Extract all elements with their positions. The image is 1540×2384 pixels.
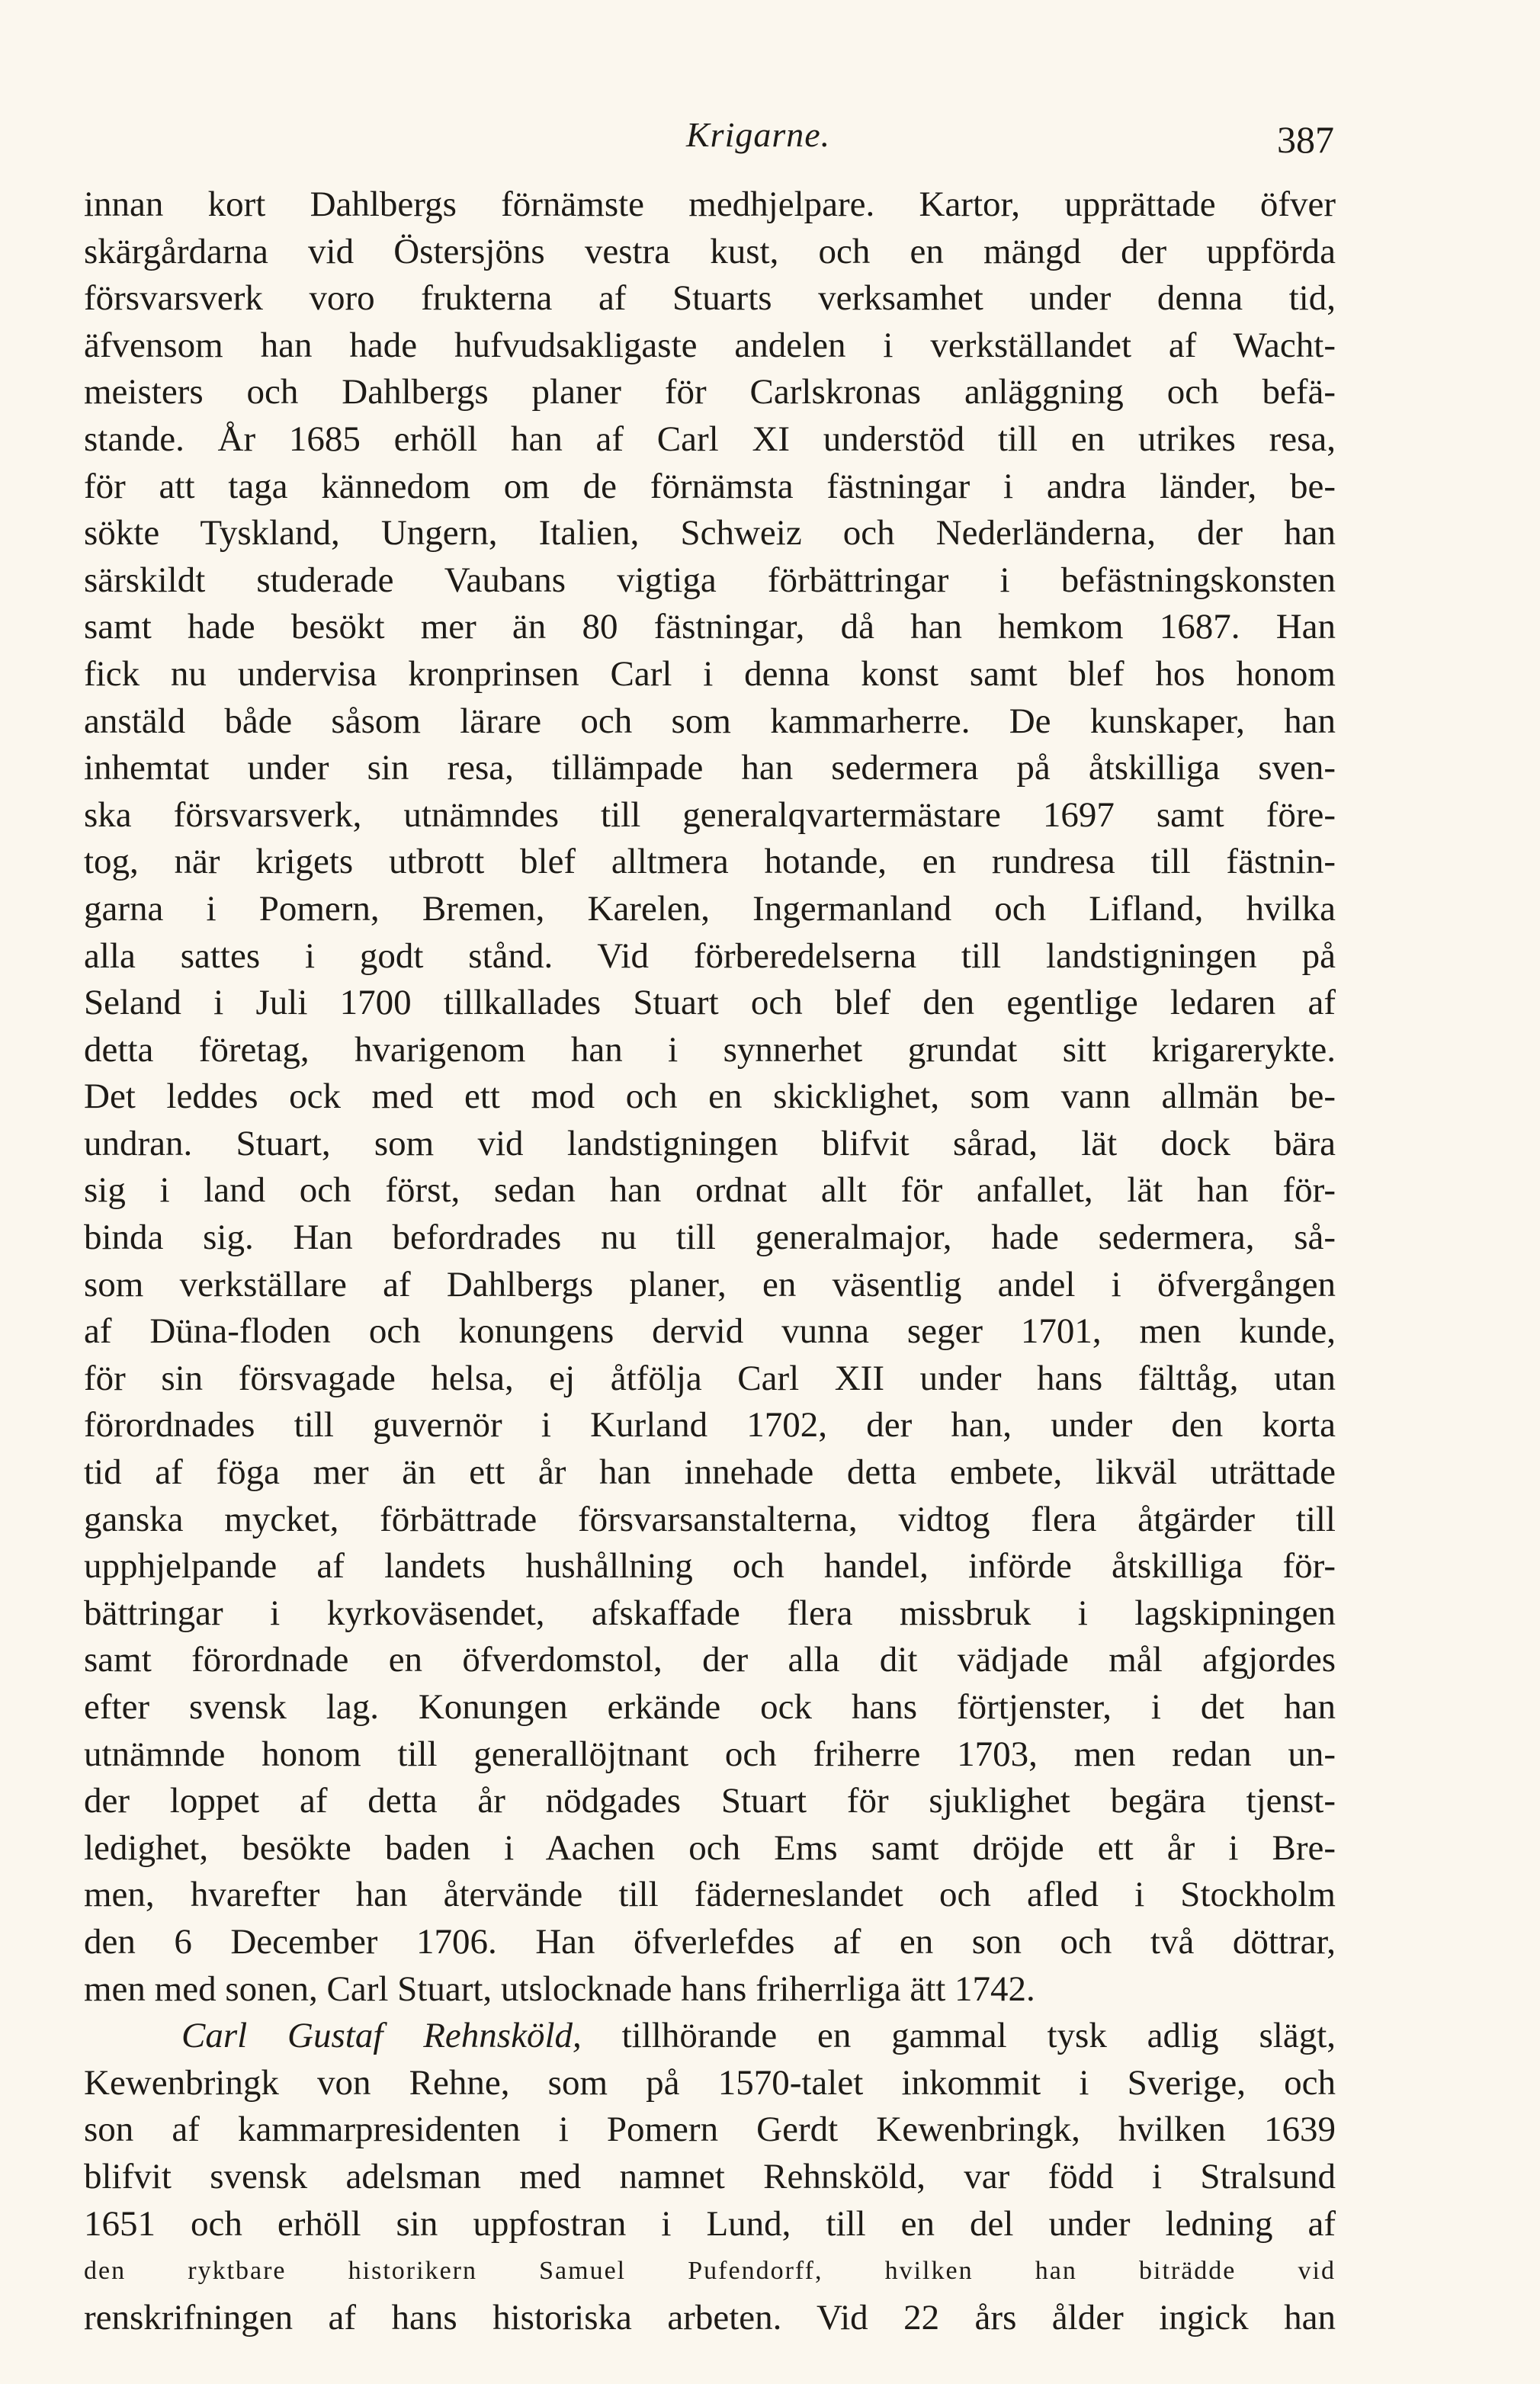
text-line: för sin försvagade helsa, ej åtfölja Carl XII under hans fälttåg, utan — [84, 1358, 1336, 1398]
text-line: son af kammarpresidenten i Pomern Gerdt Kewenbringk, hvilken 1639 — [84, 2110, 1336, 2150]
text-line: sökte Tyskland, Ungern, Italien, Schweiz och Nederländerna, der han — [84, 513, 1336, 553]
text-line: der loppet af detta år nödgades Stuart för sjuklighet begära tjenst- — [84, 1781, 1336, 1821]
text-line: tog, när krigets utbrott blef alltmera hotande, en rundresa till fästnin- — [84, 842, 1336, 882]
text-line: skärgårdarna vid Östersjöns vestra kust, och en mängd der uppförda — [84, 231, 1336, 271]
text-line: binda sig. Han befordrades nu till generalmajor, hade sedermera, så- — [84, 1218, 1336, 1258]
text-line: alla sattes i godt stånd. Vid förberedelserna till landstigningen på — [84, 935, 1336, 976]
person-name: Carl Gustaf Rehnsköld, — [181, 2016, 582, 2056]
text-line: utnämnde honom till generallöjtnant och friherre 1703, men redan un- — [84, 1734, 1336, 1774]
text-line: 1651 och erhöll sin uppfostran i Lund, till en del under ledning af — [84, 2203, 1336, 2244]
text-line: förordnades till guvernör i Kurland 1702, der han, under den korta — [84, 1405, 1336, 1445]
text-fragment: tillhörande en gammal tysk adlig slägt, — [581, 2016, 1336, 2056]
text-line: ledighet, besökte baden i Aachen och Ems samt dröjde ett år i Bre- — [84, 1827, 1336, 1868]
text-line: inhemtat under sin resa, tillämpade han sedermera på åtskilliga sven- — [84, 748, 1336, 788]
text-line: blifvit svensk adelsman med namnet Rehnsköld, var född i Stralsund — [84, 2156, 1336, 2196]
text-line: af Düna-floden och konungens dervid vunna seger 1701, men kunde, — [84, 1311, 1336, 1352]
text-line: garna i Pomern, Bremen, Karelen, Ingermanland och Lifland, hvilka — [84, 888, 1336, 929]
text-line: försvarsverk voro frukterna af Stuarts verksamhet under denna tid, — [84, 278, 1336, 319]
text-line: särskildt studerade Vaubans vigtiga förbättringar i befästningskonsten — [84, 560, 1336, 600]
text-line: men, hvarefter han återvände till fäderneslandet och afled i Stockholm — [84, 1875, 1336, 1915]
text-line: men med sonen, Carl Stuart, utslocknade hans friherrliga ätt 1742. — [84, 1968, 1035, 2009]
text-line: detta företag, hvarigenom han i synnerhet grundat sitt krigarerykte. — [84, 1029, 1336, 1070]
text-line: efter svensk lag. Konungen erkände ock hans förtjenster, i det han — [84, 1687, 1336, 1727]
text-line: den ryktbare historikern Samuel Pufendorff, hvilken han biträdde vid — [84, 2257, 1336, 2286]
text-line: renskrifningen af hans historiska arbeten. Vid 22 års ålder ingick han — [84, 2297, 1336, 2337]
text-line: ganska mycket, förbättrade försvarsanstalterna, vidtog flera åtgärder till — [84, 1499, 1336, 1539]
text-line: fick nu undervisa kronprinsen Carl i denna konst samt blef hos honom — [84, 653, 1336, 694]
text-line: innan kort Dahlbergs förnämste medhjelpare. Kartor, upprättade öfver — [84, 184, 1336, 224]
running-head: Krigarne. — [686, 115, 831, 154]
text-line: bättringar i kyrkoväsendet, afskaffade flera missbruk i lagskipningen — [84, 1593, 1336, 1633]
text-line: sig i land och först, sedan han ordnat allt för anfallet, lät han för- — [84, 1170, 1336, 1211]
body-text — [84, 181, 1336, 2341]
page-number: 387 — [1277, 118, 1334, 161]
text-line: ska försvarsverk, utnämndes till generalqvartermästare 1697 samt före- — [84, 794, 1336, 835]
paragraph-rehnskold — [84, 2013, 1336, 2341]
text-line: Kewenbringk von Rehne, som på 1570-talet inkommit i Sverige, och — [84, 2062, 1336, 2103]
text-line: äfvensom han hade hufvudsakligaste andelen i verkställandet af Wacht- — [84, 325, 1336, 365]
text-line: för att taga kännedom om de förnämsta fästningar i andra länder, be- — [84, 466, 1336, 506]
text-line: som verkställare af Dahlbergs planer, en väsentlig andel i öfvergången — [84, 1264, 1336, 1304]
text-line: meisters och Dahlbergs planer för Carlskronas anläggning och befä- — [84, 372, 1336, 412]
text-line: Det leddes ock med ett mod och en skicklighet, som vann allmän be- — [84, 1076, 1336, 1117]
text-line: tid af föga mer än ett år han innehade detta embete, likväl uträttade — [84, 1452, 1336, 1493]
text-line: stande. År 1685 erhöll han af Carl XI understöd till en utrikes resa, — [84, 419, 1336, 459]
text-line — [84, 2013, 1336, 2060]
text-line: anstäld både såsom lärare och som kammarherre. De kunskaper, han — [84, 701, 1336, 741]
text-line: den 6 December 1706. Han öfverlefdes af en son och två döttrar, — [84, 1921, 1336, 1962]
text-line: samt förordnade en öfverdomstol, der alla dit vädjade mål afgjordes — [84, 1640, 1336, 1680]
text-line: undran. Stuart, som vid landstigningen blifvit sårad, lät dock bära — [84, 1123, 1336, 1163]
text-line: samt hade besökt mer än 80 fästningar, då han hemkom 1687. Han — [84, 607, 1336, 647]
text-line: Seland i Juli 1700 tillkallades Stuart och blef den egentlige ledaren af — [84, 983, 1336, 1023]
page-header — [84, 114, 1334, 175]
text-line: upphjelpande af landets hushållning och handel, införde åtskilliga för- — [84, 1546, 1336, 1587]
paragraph-stuart — [84, 181, 1336, 2013]
